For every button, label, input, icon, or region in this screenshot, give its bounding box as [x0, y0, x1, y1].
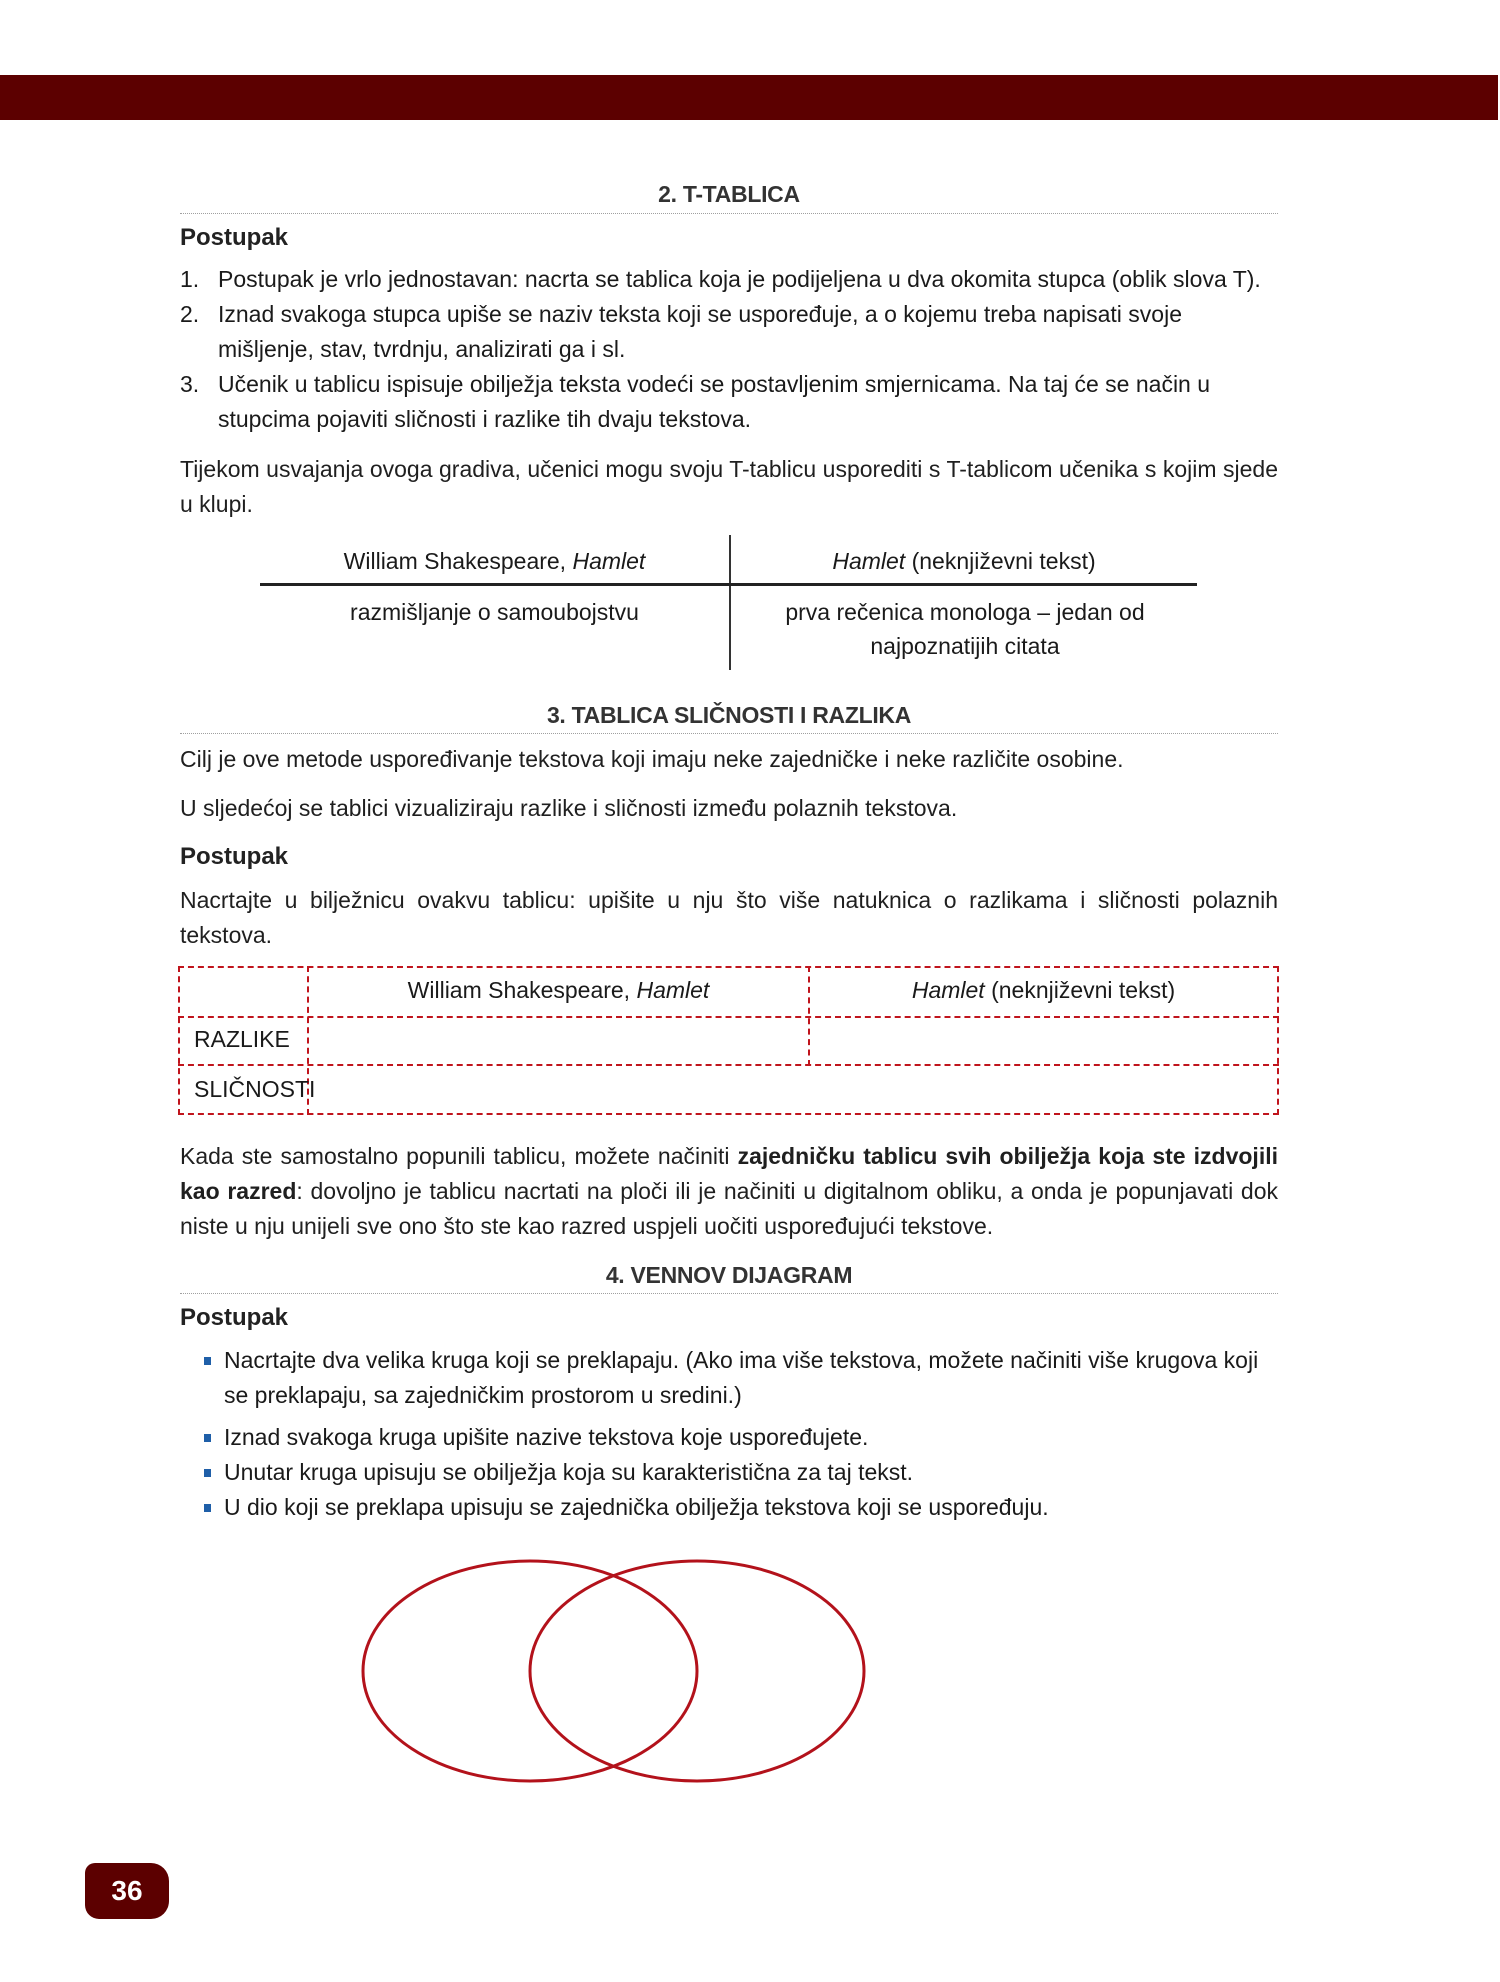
bullet-text: Unutar kruga upisuju se obilježja koja su karakteristična za taj tekst.: [224, 1459, 914, 1485]
header-plain: (neknjiževni tekst): [905, 548, 1096, 574]
bullet-square-icon: [204, 1469, 211, 1477]
section-title-t-tablica: 2. T-TABLICA: [658, 181, 800, 207]
table-border: [1277, 966, 1279, 1115]
t-table: [260, 535, 1197, 670]
step-text: Učenik u tablicu ispisuje obilježja teksta vodeći se postavljenim smjernicama. Na taj će se način u stupcima pojaviti sličnosti i razlike tih dvaju tekstova.: [218, 371, 1211, 432]
t-table-cell-1: razmišljanje o samoubojstvu: [350, 599, 639, 625]
step-item: [180, 297, 1278, 367]
bullet-item: [180, 1343, 1278, 1413]
header-italic: Hamlet: [911, 977, 985, 1003]
page-number-badge: 36: [85, 1863, 169, 1919]
subhead-postupak: Postupak: [180, 1304, 289, 1331]
step-number: 3.: [180, 371, 200, 397]
bullet-item: [180, 1420, 1278, 1455]
bullet-text: U dio koji se preklapa upisuju se zajednička obilježja tekstova koji se uspoređuju.: [224, 1494, 1049, 1520]
subhead-postupak: Postupak: [180, 843, 289, 870]
steps-list: [180, 262, 1278, 437]
text: : dovoljno je tablicu nacrtati na ploči ili je načiniti u digitalnom obliku, a onda je popunjavati dok niste u nju unijeli sve ono što ste kao razred uspjeli uočiti uspoređujući tekstove.: [180, 1178, 1278, 1239]
t-table-header-2: [731, 544, 1197, 578]
bullet-item: [180, 1455, 1278, 1490]
step-item: [180, 262, 1278, 297]
paragraph-zajednicka-tablica: [180, 1139, 1278, 1244]
step-text: Iznad svakoga stupca upiše se naziv teksta koji se uspoređuje, a o kojemu treba napisati svoje mišljenje, stav, tvrdnju, analizirati ga i sl.: [218, 301, 1183, 362]
paragraph-t-tablica: Tijekom usvajanja ovoga gradiva, učenici mogu svoju T-tablicu usporediti s T-tablicom učenika s kojim sjede u klupi.: [180, 456, 1278, 517]
t-table-cell-2: prva rečenica monologa – jedan od najpoznatijih citata: [785, 599, 1145, 659]
bullet-square-icon: [204, 1504, 211, 1512]
divider: [180, 213, 1278, 214]
venn-steps-list: [180, 1343, 1278, 1525]
divider: [180, 733, 1278, 734]
t-table-horizontal-line: [260, 583, 1197, 586]
table-border: [178, 1016, 1279, 1018]
bullet-square-icon: [204, 1357, 211, 1365]
t-table-header-1: [260, 544, 729, 578]
table-header-shakespeare: [309, 975, 808, 1005]
text: Kada ste samostalno popunili tablicu, možete načiniti: [180, 1143, 738, 1169]
header-plain: William Shakespeare,: [343, 548, 573, 574]
step-item: [180, 367, 1278, 437]
table-border: [178, 1113, 1279, 1115]
header-italic: Hamlet: [832, 548, 906, 574]
paragraph-nacrtajte: Nacrtajte u bilježnicu ovakvu tablicu: upišite u nju što više natuknica o razlikama i sličnosti polaznih tekstova.: [180, 887, 1278, 948]
divider: [180, 1293, 1278, 1294]
section-title-vennov-dijagram: 4. VENNOV DIJAGRAM: [605, 1262, 853, 1288]
bullet-item: [180, 1490, 1278, 1525]
header-italic: Hamlet: [636, 977, 710, 1003]
row-label-razlike: RAZLIKE: [194, 1026, 290, 1052]
bold-text: zajedničku tablicu svih obilježja koja ste izdvojili kao razred: [180, 1143, 1278, 1204]
row-label-slicnosti: SLIČNOSTI: [194, 1076, 316, 1102]
step-text: Postupak je vrlo jednostavan: nacrta se tablica koja je podijeljena u dva okomita stupca (oblik slova T).: [218, 266, 1261, 292]
paragraph-cilj: Cilj je ove metode uspoređivanje tekstova koji imaju neke zajedničke i neke različite osobine.: [180, 746, 1124, 772]
step-number: 1.: [180, 266, 200, 292]
table-border: [178, 1064, 1279, 1066]
subhead-postupak: Postupak: [180, 224, 289, 251]
bullet-text: Iznad svakoga kruga upišite nazive tekstova koje uspoređujete.: [224, 1424, 869, 1450]
header-plain: (neknjiževni tekst): [984, 977, 1176, 1003]
similarities-differences-table: [178, 966, 1279, 1115]
venn-diagram: [340, 1545, 880, 1795]
bullet-square-icon: [204, 1434, 211, 1442]
section-title-tablica-slicnosti: 3. TABLICA SLIČNOSTI I RAZLIKA: [546, 702, 912, 728]
bullet-text: Nacrtajte dva velika kruga koji se preklapaju. (Ako ima više tekstova, možete načiniti više krugova koji se preklapaju, sa zajedničkim prostorom u sredini.): [224, 1347, 1259, 1408]
header-plain: William Shakespeare,: [407, 977, 637, 1003]
header-italic: Hamlet: [572, 548, 646, 574]
header-bar: [0, 75, 1498, 120]
table-border: [178, 966, 180, 1115]
table-header-hamlet: [810, 975, 1277, 1005]
paragraph-vizualizacija: U sljedećoj se tablici vizualiziraju razlike i sličnosti između polaznih tekstova.: [180, 795, 958, 821]
table-border: [178, 966, 1279, 968]
step-number: 2.: [180, 301, 200, 327]
